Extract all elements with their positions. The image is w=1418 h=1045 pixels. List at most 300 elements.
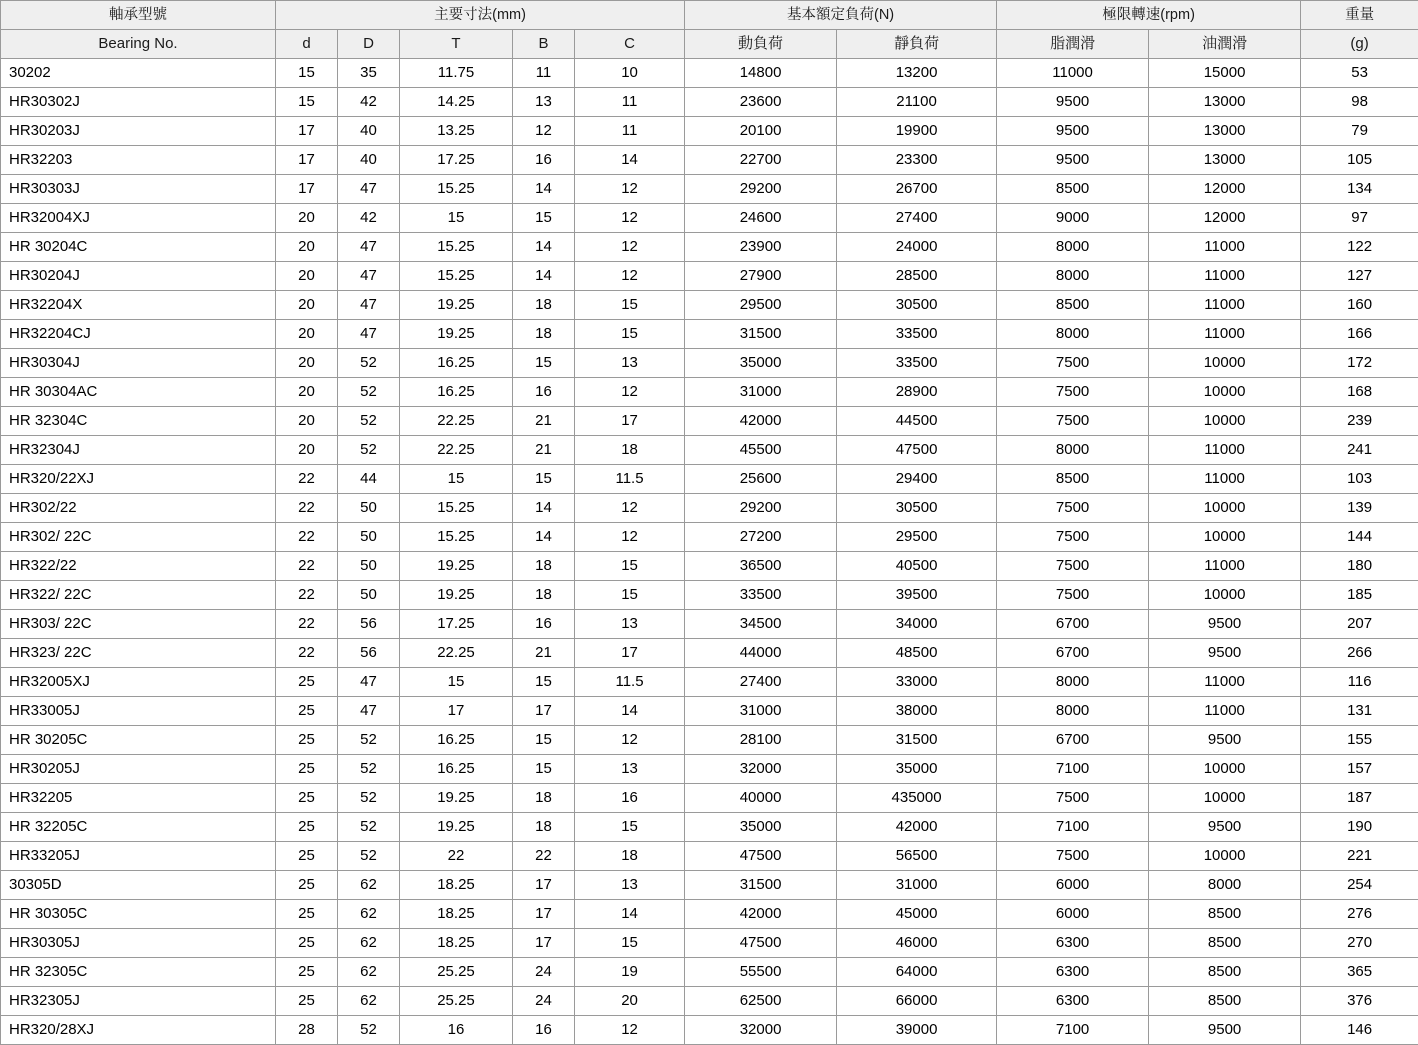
cell-value: 11000 bbox=[1149, 436, 1301, 465]
cell-value: 13 bbox=[513, 88, 575, 117]
cell-value: 15000 bbox=[1149, 59, 1301, 88]
table-row bbox=[1, 117, 1418, 146]
cell-value: 20 bbox=[276, 291, 338, 320]
cell-value: 239 bbox=[1301, 407, 1418, 436]
cell-value: 18 bbox=[575, 842, 685, 871]
cell-value: 28 bbox=[276, 1016, 338, 1045]
cell-bearing-no: HR302/22 bbox=[1, 494, 276, 523]
cell-value: 16 bbox=[513, 378, 575, 407]
cell-value: 21100 bbox=[837, 88, 997, 117]
cell-value: 7500 bbox=[997, 349, 1149, 378]
cell-value: 17 bbox=[400, 697, 513, 726]
cell-value: 22 bbox=[513, 842, 575, 871]
cell-bearing-no: HR 30205C bbox=[1, 726, 276, 755]
cell-value: 17 bbox=[513, 697, 575, 726]
cell-value: 62 bbox=[338, 900, 400, 929]
cell-value: 50 bbox=[338, 552, 400, 581]
cell-value: 13200 bbox=[837, 59, 997, 88]
cell-value: 34000 bbox=[837, 610, 997, 639]
cell-value: 11000 bbox=[1149, 320, 1301, 349]
cell-bearing-no: HR302/ 22C bbox=[1, 523, 276, 552]
cell-value: 27900 bbox=[685, 262, 837, 291]
cell-value: 20 bbox=[276, 378, 338, 407]
cell-value: 11.75 bbox=[400, 59, 513, 88]
cell-value: 134 bbox=[1301, 175, 1418, 204]
cell-value: 12000 bbox=[1149, 204, 1301, 233]
table-row bbox=[1, 1016, 1418, 1045]
table-row bbox=[1, 552, 1418, 581]
cell-value: 17 bbox=[276, 175, 338, 204]
column-header-B: B bbox=[513, 30, 575, 59]
cell-value: 45000 bbox=[837, 900, 997, 929]
cell-value: 103 bbox=[1301, 465, 1418, 494]
cell-value: 7500 bbox=[997, 581, 1149, 610]
cell-value: 168 bbox=[1301, 378, 1418, 407]
cell-value: 14 bbox=[513, 233, 575, 262]
cell-bearing-no: HR 32305C bbox=[1, 958, 276, 987]
cell-value: 6300 bbox=[997, 929, 1149, 958]
cell-value: 44500 bbox=[837, 407, 997, 436]
cell-value: 39000 bbox=[837, 1016, 997, 1045]
cell-value: 25600 bbox=[685, 465, 837, 494]
cell-value: 8500 bbox=[997, 291, 1149, 320]
cell-value: 22 bbox=[276, 610, 338, 639]
cell-value: 23900 bbox=[685, 233, 837, 262]
cell-value: 56500 bbox=[837, 842, 997, 871]
cell-value: 12 bbox=[575, 1016, 685, 1045]
cell-value: 116 bbox=[1301, 668, 1418, 697]
cell-value: 15.25 bbox=[400, 523, 513, 552]
cell-value: 42000 bbox=[837, 813, 997, 842]
group-header-main-dimensions: 主要寸法(mm) bbox=[276, 1, 685, 30]
cell-bearing-no: HR 30305C bbox=[1, 900, 276, 929]
cell-value: 15 bbox=[575, 291, 685, 320]
cell-value: 18 bbox=[513, 552, 575, 581]
column-header-static-load: 靜負荷 bbox=[837, 30, 997, 59]
cell-value: 20 bbox=[276, 349, 338, 378]
cell-value: 20 bbox=[276, 407, 338, 436]
cell-value: 365 bbox=[1301, 958, 1418, 987]
cell-value: 9500 bbox=[997, 88, 1149, 117]
cell-value: 16.25 bbox=[400, 726, 513, 755]
cell-value: 35 bbox=[338, 59, 400, 88]
cell-value: 10000 bbox=[1149, 523, 1301, 552]
table-row bbox=[1, 871, 1418, 900]
cell-value: 12 bbox=[575, 204, 685, 233]
table-row bbox=[1, 233, 1418, 262]
cell-value: 10000 bbox=[1149, 755, 1301, 784]
cell-value: 241 bbox=[1301, 436, 1418, 465]
cell-value: 20 bbox=[276, 320, 338, 349]
cell-value: 20100 bbox=[685, 117, 837, 146]
cell-value: 21 bbox=[513, 639, 575, 668]
cell-value: 7500 bbox=[997, 784, 1149, 813]
cell-value: 11000 bbox=[1149, 552, 1301, 581]
group-header-limiting-speed: 極限轉速(rpm) bbox=[997, 1, 1301, 30]
cell-value: 11.5 bbox=[575, 465, 685, 494]
cell-value: 10000 bbox=[1149, 407, 1301, 436]
cell-value: 18.25 bbox=[400, 871, 513, 900]
cell-bearing-no: HR32205 bbox=[1, 784, 276, 813]
cell-value: 25 bbox=[276, 784, 338, 813]
cell-value: 6300 bbox=[997, 958, 1149, 987]
cell-value: 7100 bbox=[997, 755, 1149, 784]
cell-value: 25 bbox=[276, 842, 338, 871]
cell-value: 6000 bbox=[997, 871, 1149, 900]
cell-value: 15 bbox=[513, 349, 575, 378]
cell-value: 26700 bbox=[837, 175, 997, 204]
cell-value: 8500 bbox=[1149, 987, 1301, 1016]
cell-value: 47 bbox=[338, 320, 400, 349]
cell-value: 52 bbox=[338, 436, 400, 465]
table-row bbox=[1, 175, 1418, 204]
cell-value: 22700 bbox=[685, 146, 837, 175]
cell-value: 15 bbox=[276, 88, 338, 117]
cell-value: 15 bbox=[513, 726, 575, 755]
cell-value: 157 bbox=[1301, 755, 1418, 784]
cell-value: 122 bbox=[1301, 233, 1418, 262]
cell-value: 25.25 bbox=[400, 987, 513, 1016]
cell-value: 8000 bbox=[997, 668, 1149, 697]
cell-value: 18 bbox=[575, 436, 685, 465]
cell-value: 8000 bbox=[997, 697, 1149, 726]
table-header bbox=[1, 1, 1418, 59]
cell-value: 40 bbox=[338, 146, 400, 175]
cell-value: 25 bbox=[276, 900, 338, 929]
cell-value: 16 bbox=[513, 610, 575, 639]
cell-value: 25 bbox=[276, 813, 338, 842]
cell-value: 17 bbox=[575, 639, 685, 668]
cell-value: 12 bbox=[575, 175, 685, 204]
cell-value: 6300 bbox=[997, 987, 1149, 1016]
cell-value: 36500 bbox=[685, 552, 837, 581]
cell-value: 20 bbox=[276, 436, 338, 465]
cell-value: 7500 bbox=[997, 552, 1149, 581]
cell-value: 10000 bbox=[1149, 378, 1301, 407]
cell-value: 9500 bbox=[997, 146, 1149, 175]
cell-value: 12000 bbox=[1149, 175, 1301, 204]
cell-value: 17 bbox=[276, 146, 338, 175]
cell-value: 8500 bbox=[1149, 900, 1301, 929]
cell-value: 62500 bbox=[685, 987, 837, 1016]
cell-value: 11000 bbox=[1149, 697, 1301, 726]
cell-value: 52 bbox=[338, 755, 400, 784]
cell-bearing-no: HR322/ 22C bbox=[1, 581, 276, 610]
cell-value: 6700 bbox=[997, 726, 1149, 755]
cell-value: 45500 bbox=[685, 436, 837, 465]
cell-value: 16.25 bbox=[400, 378, 513, 407]
table-row bbox=[1, 842, 1418, 871]
cell-value: 31000 bbox=[685, 697, 837, 726]
table-row bbox=[1, 610, 1418, 639]
cell-value: 7500 bbox=[997, 378, 1149, 407]
cell-value: 14 bbox=[575, 900, 685, 929]
cell-value: 29500 bbox=[685, 291, 837, 320]
cell-value: 12 bbox=[575, 523, 685, 552]
table-row bbox=[1, 349, 1418, 378]
cell-value: 52 bbox=[338, 378, 400, 407]
cell-value: 127 bbox=[1301, 262, 1418, 291]
cell-value: 50 bbox=[338, 523, 400, 552]
cell-value: 11000 bbox=[1149, 291, 1301, 320]
cell-value: 15.25 bbox=[400, 233, 513, 262]
cell-value: 98 bbox=[1301, 88, 1418, 117]
cell-value: 20 bbox=[276, 262, 338, 291]
cell-value: 40000 bbox=[685, 784, 837, 813]
table-row bbox=[1, 88, 1418, 117]
cell-value: 29500 bbox=[837, 523, 997, 552]
cell-value: 28900 bbox=[837, 378, 997, 407]
cell-value: 42000 bbox=[685, 407, 837, 436]
cell-value: 55500 bbox=[685, 958, 837, 987]
cell-value: 11 bbox=[575, 117, 685, 146]
cell-value: 38000 bbox=[837, 697, 997, 726]
cell-value: 10000 bbox=[1149, 842, 1301, 871]
cell-value: 15 bbox=[575, 581, 685, 610]
cell-bearing-no: HR 32205C bbox=[1, 813, 276, 842]
cell-value: 19.25 bbox=[400, 813, 513, 842]
cell-value: 276 bbox=[1301, 900, 1418, 929]
cell-value: 139 bbox=[1301, 494, 1418, 523]
cell-value: 185 bbox=[1301, 581, 1418, 610]
cell-value: 172 bbox=[1301, 349, 1418, 378]
cell-bearing-no: HR30203J bbox=[1, 117, 276, 146]
cell-value: 22 bbox=[276, 523, 338, 552]
cell-value: 14.25 bbox=[400, 88, 513, 117]
cell-value: 7500 bbox=[997, 842, 1149, 871]
cell-value: 25 bbox=[276, 668, 338, 697]
cell-value: 7100 bbox=[997, 813, 1149, 842]
cell-value: 14 bbox=[513, 262, 575, 291]
cell-value: 14 bbox=[575, 146, 685, 175]
cell-value: 15.25 bbox=[400, 175, 513, 204]
cell-value: 29400 bbox=[837, 465, 997, 494]
cell-value: 52 bbox=[338, 813, 400, 842]
cell-bearing-no: HR322/22 bbox=[1, 552, 276, 581]
cell-value: 155 bbox=[1301, 726, 1418, 755]
table-row bbox=[1, 726, 1418, 755]
cell-value: 13.25 bbox=[400, 117, 513, 146]
cell-value: 15 bbox=[575, 320, 685, 349]
cell-value: 66000 bbox=[837, 987, 997, 1016]
cell-bearing-no: HR 30204C bbox=[1, 233, 276, 262]
cell-value: 25 bbox=[276, 929, 338, 958]
table-row bbox=[1, 262, 1418, 291]
cell-value: 53 bbox=[1301, 59, 1418, 88]
cell-value: 47500 bbox=[685, 842, 837, 871]
cell-bearing-no: HR 30304AC bbox=[1, 378, 276, 407]
cell-value: 15 bbox=[513, 465, 575, 494]
cell-value: 15 bbox=[575, 929, 685, 958]
table-row bbox=[1, 407, 1418, 436]
cell-value: 28500 bbox=[837, 262, 997, 291]
table-row bbox=[1, 204, 1418, 233]
cell-value: 19.25 bbox=[400, 784, 513, 813]
cell-value: 14 bbox=[575, 697, 685, 726]
cell-value: 33500 bbox=[837, 320, 997, 349]
cell-value: 266 bbox=[1301, 639, 1418, 668]
cell-value: 44000 bbox=[685, 639, 837, 668]
cell-value: 8500 bbox=[1149, 929, 1301, 958]
cell-value: 32000 bbox=[685, 1016, 837, 1045]
cell-value: 46000 bbox=[837, 929, 997, 958]
cell-value: 27200 bbox=[685, 523, 837, 552]
cell-value: 39500 bbox=[837, 581, 997, 610]
cell-value: 11000 bbox=[1149, 465, 1301, 494]
cell-value: 11000 bbox=[1149, 262, 1301, 291]
cell-value: 31000 bbox=[685, 378, 837, 407]
cell-value: 146 bbox=[1301, 1016, 1418, 1045]
cell-value: 79 bbox=[1301, 117, 1418, 146]
cell-value: 42000 bbox=[685, 900, 837, 929]
cell-value: 9000 bbox=[997, 204, 1149, 233]
cell-value: 16 bbox=[513, 146, 575, 175]
cell-value: 10 bbox=[575, 59, 685, 88]
cell-value: 18.25 bbox=[400, 929, 513, 958]
cell-value: 11000 bbox=[1149, 668, 1301, 697]
cell-value: 35000 bbox=[685, 349, 837, 378]
cell-value: 24 bbox=[513, 958, 575, 987]
cell-value: 52 bbox=[338, 784, 400, 813]
cell-bearing-no: HR32305J bbox=[1, 987, 276, 1016]
cell-value: 11.5 bbox=[575, 668, 685, 697]
cell-value: 7500 bbox=[997, 407, 1149, 436]
cell-value: 62 bbox=[338, 958, 400, 987]
cell-value: 10000 bbox=[1149, 581, 1301, 610]
cell-value: 12 bbox=[575, 378, 685, 407]
cell-value: 24600 bbox=[685, 204, 837, 233]
cell-value: 15 bbox=[513, 668, 575, 697]
table-row bbox=[1, 320, 1418, 349]
cell-bearing-no: HR30205J bbox=[1, 755, 276, 784]
column-header-weight-unit: (g) bbox=[1301, 30, 1418, 59]
cell-value: 17 bbox=[513, 871, 575, 900]
cell-value: 56 bbox=[338, 610, 400, 639]
cell-value: 435000 bbox=[837, 784, 997, 813]
cell-value: 32000 bbox=[685, 755, 837, 784]
cell-value: 270 bbox=[1301, 929, 1418, 958]
cell-value: 13 bbox=[575, 755, 685, 784]
cell-value: 33000 bbox=[837, 668, 997, 697]
table-row bbox=[1, 436, 1418, 465]
cell-value: 180 bbox=[1301, 552, 1418, 581]
cell-value: 47500 bbox=[685, 929, 837, 958]
cell-bearing-no: HR33205J bbox=[1, 842, 276, 871]
cell-value: 50 bbox=[338, 494, 400, 523]
cell-value: 9500 bbox=[997, 117, 1149, 146]
cell-value: 19900 bbox=[837, 117, 997, 146]
cell-value: 12 bbox=[575, 233, 685, 262]
cell-value: 12 bbox=[575, 494, 685, 523]
cell-value: 52 bbox=[338, 726, 400, 755]
cell-value: 47 bbox=[338, 175, 400, 204]
cell-value: 47 bbox=[338, 262, 400, 291]
cell-value: 15.25 bbox=[400, 262, 513, 291]
table-row bbox=[1, 59, 1418, 88]
table-row bbox=[1, 639, 1418, 668]
cell-bearing-no: HR30305J bbox=[1, 929, 276, 958]
cell-value: 31500 bbox=[685, 871, 837, 900]
cell-value: 15.25 bbox=[400, 494, 513, 523]
cell-value: 22 bbox=[276, 581, 338, 610]
cell-value: 25 bbox=[276, 697, 338, 726]
cell-bearing-no: 30305D bbox=[1, 871, 276, 900]
cell-bearing-no: HR30304J bbox=[1, 349, 276, 378]
cell-value: 48500 bbox=[837, 639, 997, 668]
cell-value: 62 bbox=[338, 929, 400, 958]
cell-value: 187 bbox=[1301, 784, 1418, 813]
cell-value: 17 bbox=[513, 900, 575, 929]
cell-value: 7500 bbox=[997, 494, 1149, 523]
cell-value: 64000 bbox=[837, 958, 997, 987]
cell-bearing-no: HR30303J bbox=[1, 175, 276, 204]
cell-value: 8000 bbox=[997, 436, 1149, 465]
cell-value: 21 bbox=[513, 436, 575, 465]
cell-value: 221 bbox=[1301, 842, 1418, 871]
cell-value: 11000 bbox=[1149, 233, 1301, 262]
cell-value: 254 bbox=[1301, 871, 1418, 900]
cell-value: 47500 bbox=[837, 436, 997, 465]
cell-value: 13 bbox=[575, 610, 685, 639]
cell-value: 190 bbox=[1301, 813, 1418, 842]
cell-value: 13 bbox=[575, 871, 685, 900]
cell-value: 52 bbox=[338, 349, 400, 378]
cell-value: 35000 bbox=[685, 813, 837, 842]
cell-value: 29200 bbox=[685, 175, 837, 204]
cell-value: 7500 bbox=[997, 523, 1149, 552]
cell-value: 18 bbox=[513, 581, 575, 610]
cell-value: 9500 bbox=[1149, 813, 1301, 842]
cell-value: 40 bbox=[338, 117, 400, 146]
cell-value: 23300 bbox=[837, 146, 997, 175]
table-row bbox=[1, 900, 1418, 929]
cell-value: 29200 bbox=[685, 494, 837, 523]
cell-value: 15 bbox=[513, 755, 575, 784]
cell-value: 16.25 bbox=[400, 349, 513, 378]
cell-value: 166 bbox=[1301, 320, 1418, 349]
cell-value: 42 bbox=[338, 204, 400, 233]
column-header-T: T bbox=[400, 30, 513, 59]
cell-value: 56 bbox=[338, 639, 400, 668]
cell-value: 35000 bbox=[837, 755, 997, 784]
table-row bbox=[1, 494, 1418, 523]
cell-value: 15 bbox=[575, 552, 685, 581]
column-header-d: d bbox=[276, 30, 338, 59]
cell-value: 52 bbox=[338, 842, 400, 871]
cell-value: 18 bbox=[513, 291, 575, 320]
cell-value: 27400 bbox=[837, 204, 997, 233]
cell-value: 19.25 bbox=[400, 291, 513, 320]
cell-bearing-no: HR32004XJ bbox=[1, 204, 276, 233]
cell-bearing-no: 30202 bbox=[1, 59, 276, 88]
cell-value: 47 bbox=[338, 233, 400, 262]
cell-value: 17 bbox=[575, 407, 685, 436]
cell-value: 23600 bbox=[685, 88, 837, 117]
cell-value: 10000 bbox=[1149, 784, 1301, 813]
cell-value: 16 bbox=[400, 1016, 513, 1045]
cell-value: 8000 bbox=[997, 262, 1149, 291]
cell-value: 30500 bbox=[837, 494, 997, 523]
cell-value: 16.25 bbox=[400, 755, 513, 784]
cell-value: 25 bbox=[276, 755, 338, 784]
cell-value: 24000 bbox=[837, 233, 997, 262]
cell-value: 20 bbox=[575, 987, 685, 1016]
cell-value: 21 bbox=[513, 407, 575, 436]
group-header-basic-load-rating: 基本額定負荷(N) bbox=[685, 1, 997, 30]
table-row bbox=[1, 813, 1418, 842]
cell-value: 25 bbox=[276, 987, 338, 1016]
cell-value: 52 bbox=[338, 1016, 400, 1045]
